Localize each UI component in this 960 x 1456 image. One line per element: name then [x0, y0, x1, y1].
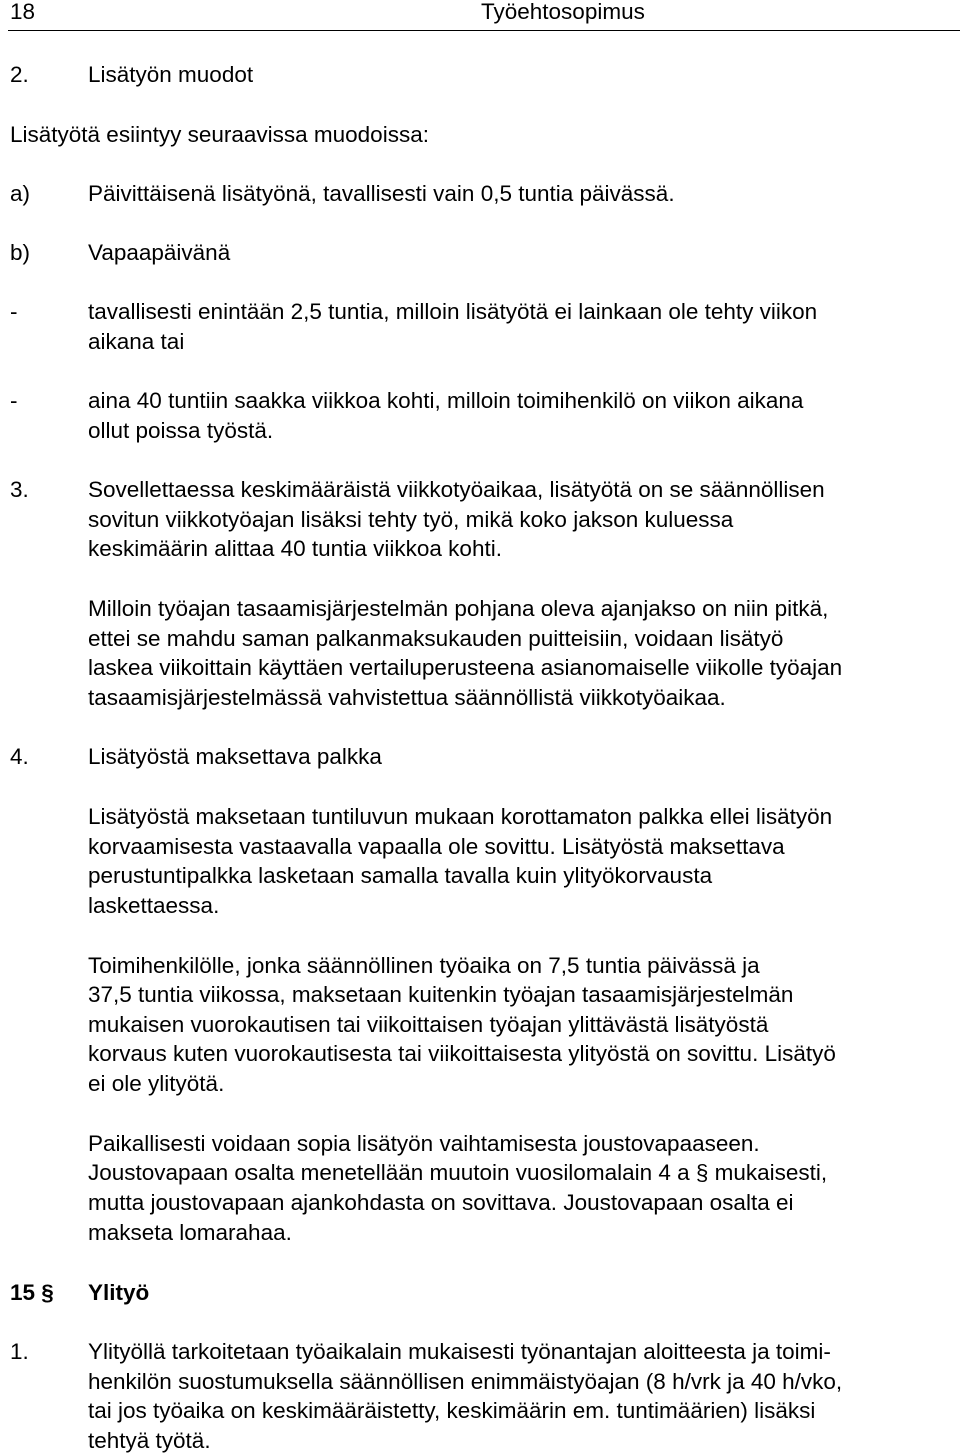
section-4-p1-line-4: laskettaessa. [88, 893, 220, 918]
section-3-p2-line-2: ettei se mahdu saman palkanmaksukauden puitteisiin, voidaan lisätyö [88, 626, 784, 651]
section-4-number: 4. [10, 744, 29, 769]
section-2-number: 2. [10, 62, 29, 87]
header-rule [8, 30, 960, 31]
section-2-intro: Lisätyötä esiintyy seuraavissa muodoissa: [10, 122, 429, 147]
section-3-p2-line-1: Milloin työajan tasaamisjärjestelmän pohjana oleva ajanjakso on niin pitkä, [88, 596, 829, 621]
section-15-heading: Ylityö [88, 1280, 150, 1305]
section-4-p2-line-3: mukaisen vuorokautisen tai viikoittaisen työajan ylittävästä lisätyöstä [88, 1012, 769, 1037]
section-15-item-1-number: 1. [10, 1339, 29, 1364]
section-3-number: 3. [10, 477, 29, 502]
section-4-p2-line-2: 37,5 tuntia viikossa, maksetaan kuitenkin työajan tasaamisjärjestelmän [88, 982, 794, 1007]
dash-1-line-2: aikana tai [88, 329, 185, 354]
dash-2-line-2: ollut poissa työstä. [88, 418, 274, 443]
section-4-p3-line-2: Joustovapaan osalta menetellään muutoin vuosilomalain 4 a § mukaisesti, [88, 1160, 828, 1185]
running-title: Työehtosopimus [481, 0, 645, 24]
section-15-number: 15 § [10, 1280, 54, 1305]
section-4-p1-line-3: perustuntipalkka lasketaan samalla tavalla kuin ylityökorvausta [88, 863, 713, 888]
section-4-heading: Lisätyöstä maksettava palkka [88, 744, 382, 769]
dash-1-label: - [10, 299, 18, 324]
dash-2-label: - [10, 388, 18, 413]
page-number: 18 [10, 0, 36, 24]
dash-2-line-1: aina 40 tuntiin saakka viikkoa kohti, milloin toimihenkilö on viikon aikana [88, 388, 804, 413]
section-15-item-1-line-3: tai jos työaika on keskimääräistetty, keskimäärin em. tuntimäärien) lisäksi [88, 1398, 816, 1423]
section-4-p1-line-2: korvaamisesta vastaavalla vapaalla ole sovittu. Lisätyöstä maksettava [88, 834, 785, 859]
section-4-p1-line-1: Lisätyöstä maksetaan tuntiluvun mukaan korottamaton palkka ellei lisätyön [88, 804, 833, 829]
item-a-text: Päivittäisenä lisätyönä, tavallisesti vain 0,5 tuntia päivässä. [88, 181, 675, 206]
section-3-p1-line-2: sovitun viikkotyöajan lisäksi tehty työ, mikä koko jakson kuluessa [88, 507, 734, 532]
section-4-p2-line-5: ei ole ylityötä. [88, 1071, 225, 1096]
section-3-p1-line-3: keskimäärin alittaa 40 tuntia viikkoa kohti. [88, 536, 502, 561]
dash-1-line-1: tavallisesti enintään 2,5 tuntia, milloin lisätyötä ei lainkaan ole tehty viikon [88, 299, 818, 324]
section-4-p2-line-1: Toimihenkilölle, jonka säännöllinen työaika on 7,5 tuntia päivässä ja [88, 953, 760, 978]
section-15-item-1-line-2: henkilön suostumuksella säännöllisen enimmäistyöajan (8 h/vrk ja 40 h/vko, [88, 1369, 843, 1394]
item-b-text: Vapaapäivänä [88, 240, 231, 265]
section-4-p3-line-1: Paikallisesti voidaan sopia lisätyön vaihtamisesta joustovapaaseen. [88, 1131, 760, 1156]
item-b-label: b) [10, 240, 31, 265]
section-4-p3-line-4: makseta lomarahaa. [88, 1220, 292, 1245]
section-3-p2-line-4: tasaamisjärjestelmässä vahvistettua säännöllistä viikkotyöaikaa. [88, 685, 726, 710]
section-15-item-1-line-1: Ylityöllä tarkoitetaan työaikalain mukaisesti työnantajan aloitteesta ja toimi- [88, 1339, 831, 1364]
section-2-heading: Lisätyön muodot [88, 62, 254, 87]
section-3-p2-line-3: laskea viikoittain käyttäen vertailuperusteena asianomaiselle viikolle työajan [88, 655, 843, 680]
section-15-item-1-line-4: tehtyä työtä. [88, 1428, 211, 1453]
item-a-label: a) [10, 181, 31, 206]
section-3-p1-line-1: Sovellettaessa keskimääräistä viikkotyöaikaa, lisätyötä on se säännöllisen [88, 477, 825, 502]
section-4-p2-line-4: korvaus kuten vuorokautisesta tai viikoittaisesta ylityöstä on sovittu. Lisätyö [88, 1041, 836, 1066]
section-4-p3-line-3: mutta joustovapaan ajankohdasta on sovittava. Joustovapaan osalta ei [88, 1190, 794, 1215]
